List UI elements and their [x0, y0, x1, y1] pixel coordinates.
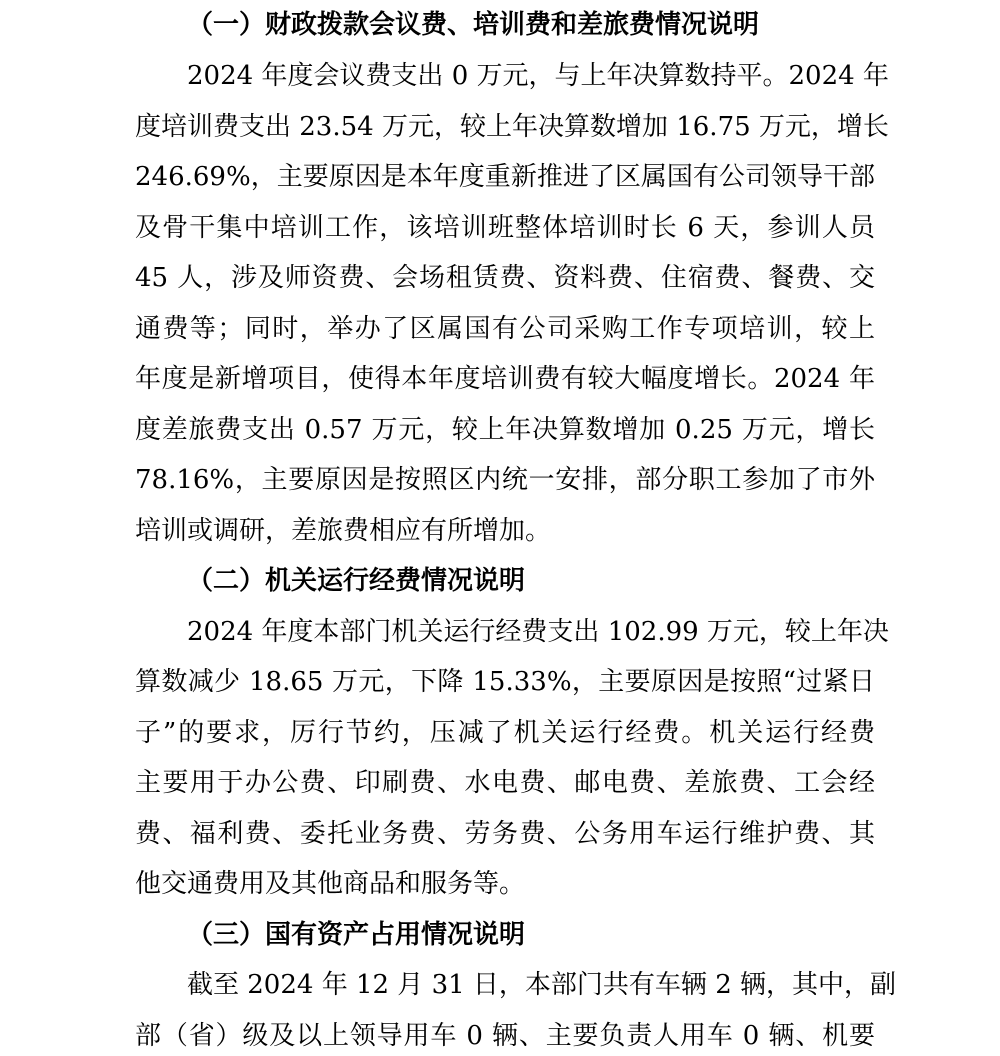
paragraph-line: 培训或调研，差旅费相应有所增加。 [135, 516, 552, 546]
paragraph-line: 年度是新增项目，使得本年度培训费有较大幅度增长。2024 年 [135, 364, 875, 394]
section-heading-3: （三）国有资产占用情况说明 [187, 920, 526, 950]
paragraph-line: 通费等；同时，举办了区属国有公司采购工作专项培训，较上 [135, 314, 875, 344]
paragraph-line: 截至 2024 年 12 月 31 日，本部门共有车辆 2 辆，其中，副 [187, 970, 896, 1000]
paragraph-line: 45 人，涉及师资费、会场租赁费、资料费、住宿费、餐费、交 [135, 263, 875, 293]
paragraph-line: 度培训费支出 23.54 万元，较上年决算数增加 16.75 万元，增长 [135, 112, 889, 142]
paragraph-line: 78.16%，主要原因是按照区内统一安排，部分职工参加了市外 [135, 465, 875, 495]
paragraph-line: 246.69%，主要原因是本年度重新推进了区属国有公司领导干部 [135, 162, 875, 192]
paragraph-line: 2024 年度本部门机关运行经费支出 102.99 万元，较上年决 [187, 617, 889, 647]
section-heading-1: （一）财政拨款会议费、培训费和差旅费情况说明 [187, 10, 760, 40]
paragraph-line: 2024 年度会议费支出 0 万元，与上年决算数持平。2024 年 [187, 61, 889, 91]
paragraph-line: 子”的要求，厉行节约，压减了机关运行经费。机关运行经费 [135, 718, 875, 748]
paragraph-line: 算数减少 18.65 万元，下降 15.33%，主要原因是按照“过紧日 [135, 667, 875, 697]
section-heading-2: （二）机关运行经费情况说明 [187, 566, 526, 596]
paragraph-line: 主要用于办公费、印刷费、水电费、邮电费、差旅费、工会经 [135, 768, 875, 798]
paragraph-line: 度差旅费支出 0.57 万元，较上年决算数增加 0.25 万元，增长 [135, 415, 875, 445]
paragraph-line: 他交通费用及其他商品和服务等。 [135, 869, 526, 899]
paragraph-line: 及骨干集中培训工作，该培训班整体培训时长 6 天，参训人员 [135, 213, 875, 243]
paragraph-line: 部（省）级及以上领导用车 0 辆、主要负责人用车 0 辆、机要 [135, 1021, 875, 1051]
paragraph-line: 费、福利费、委托业务费、劳务费、公务用车运行维护费、其 [135, 819, 875, 849]
